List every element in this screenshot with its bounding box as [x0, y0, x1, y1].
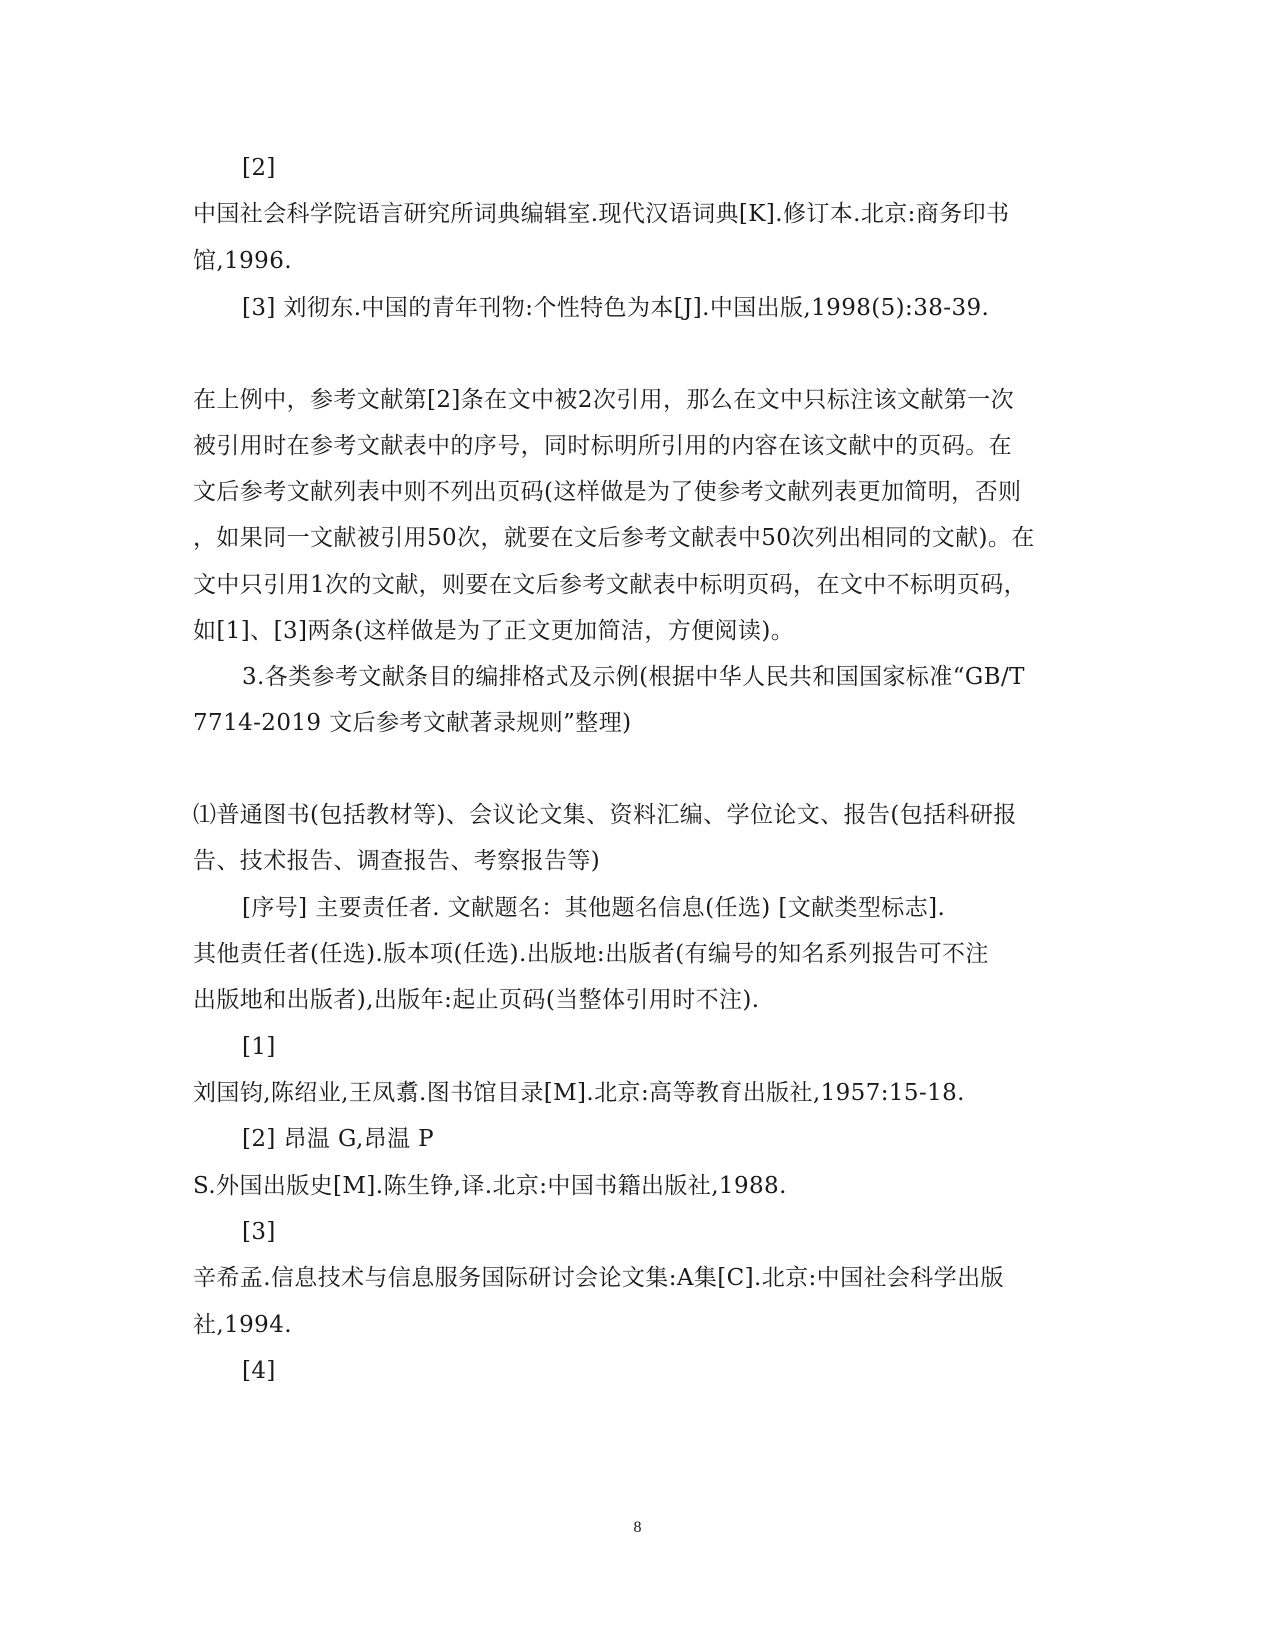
example-ref-3-line-1: 辛希孟.信息技术与信息服务国际研讨会论文集:A集[C].北京:中国社会科学出版	[193, 1265, 1004, 1291]
format-template-line: 出版地和出版者),出版年:起止页码(当整体引用时不注).	[193, 987, 760, 1013]
ref-number-2: [2]	[242, 155, 276, 181]
format-template-line: 其他责任者(任选).版本项(任选).出版地:出版者(有编号的知名系列报告可不注	[193, 941, 989, 967]
body-paragraph-line: 在上例中，参考文献第[2]条在文中被2次引用，那么在文中只标注该文献第一次	[193, 387, 1015, 413]
ref-2-line-2: 馆,1996.	[193, 248, 292, 274]
example-ref-number-3: [3]	[242, 1219, 276, 1245]
format-template-line: [序号] 主要责任者. 文献题名：其他题名信息(任选) [文献类型标志].	[242, 895, 946, 921]
page-number: 8	[633, 1519, 642, 1536]
section-heading-line: 7714-2019 文后参考文献著录规则”整理)	[193, 710, 632, 736]
example-ref-2-line-2: S.外国出版史[M].陈生铮,译.北京:中国书籍出版社,1988.	[193, 1173, 787, 1199]
example-ref-number-4: [4]	[242, 1358, 276, 1384]
ref-2-line-1: 中国社会科学院语言研究所词典编辑室.现代汉语词典[K].修订本.北京:商务印书	[193, 201, 1010, 227]
body-paragraph-line: ，如果同一文献被引用50次，就要在文后参考文献表中50次列出相同的文献)。在	[193, 525, 1035, 551]
body-paragraph-line: 如[1]、[3]两条(这样做是为了正文更加简洁，方便阅读)。	[193, 618, 795, 644]
body-paragraph-line: 文后参考文献列表中则不列出页码(这样做是为了使参考文献列表更加简明，否则	[193, 479, 1022, 505]
ref-3-line: [3] 刘彻东.中国的青年刊物:个性特色为本[J].中国出版,1998(5):38-39.	[242, 295, 990, 321]
example-ref-number-1: [1]	[242, 1034, 276, 1060]
example-ref-1: 刘国钧,陈绍业,王凤翥.图书馆目录[M].北京:高等教育出版社,1957:15-18.	[193, 1080, 965, 1106]
example-ref-2-line-1: [2] 昂温 G,昂温 P	[242, 1126, 435, 1152]
section-heading-line: 3.各类参考文献条目的编排格式及示例(根据中华人民共和国国家标准“GB/T	[242, 664, 1025, 690]
body-paragraph-line: 文中只引用1次的文献，则要在文后参考文献表中标明页码，在文中不标明页码，	[193, 572, 1028, 598]
example-ref-3-line-2: 社,1994.	[193, 1312, 292, 1338]
subsection-heading-line: ⑴普通图书(包括教材等)、会议论文集、资料汇编、学位论文、报告(包括科研报	[193, 802, 1017, 828]
body-paragraph-line: 被引用时在参考文献表中的序号，同时标明所引用的内容在该文献中的页码。在	[193, 433, 1012, 459]
subsection-heading-line: 告、技术报告、调查报告、考察报告等)	[193, 848, 601, 874]
